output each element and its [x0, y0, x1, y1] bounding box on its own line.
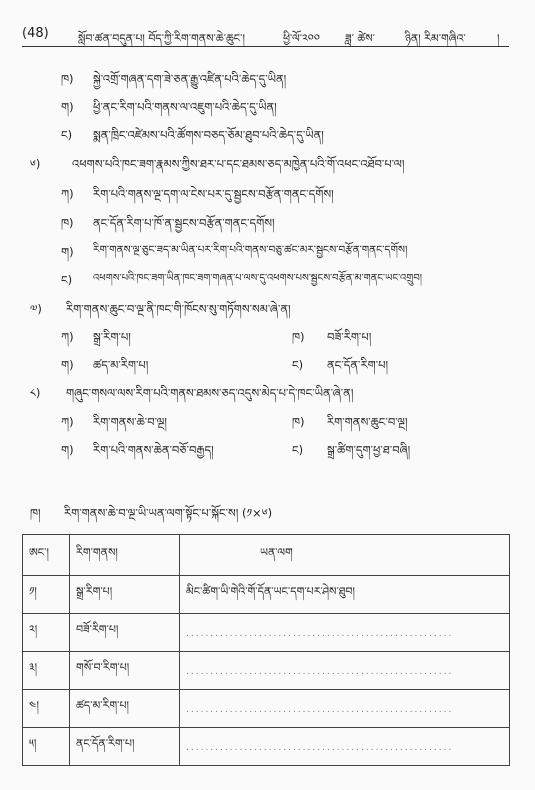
option-label: ང) — [61, 273, 73, 287]
option-label: ང) — [292, 443, 304, 457]
question-text: གཞུང་གསལ་ལས་རིག་པའི་གནས་ཐམས་ཅད་འདུས་མེད་པ་དེ་ཁང་ཡིན་ཞེ་ན། — [66, 386, 354, 400]
row-field: གསོ་བ་རིག་པ། — [70, 652, 180, 690]
option-text: ཕྱི་ནང་རིག་པའི་གནས་ལ་འཇུག་པའི་ཆེད་དུ་ཡིན། — [93, 100, 277, 114]
table-row — [23, 652, 510, 690]
option-label: ང) — [292, 358, 304, 372]
row-number: ༣། — [23, 652, 70, 690]
option-label: ཁ) — [292, 415, 305, 429]
option-text: ནང་དོན་རིག་པ་ཁོ་ན་སྦྱངས་བརྩོན་གནང་དགོས། — [93, 216, 275, 230]
section-title: རིག་གནས་ཆེ་བ་ལྔ་ཡི་ཡན་ལག་སྟོང་པ་སྐོང་ས། (༡×༦) — [64, 506, 273, 520]
row-answer: མིང་ཚིག་ཡི་གེའི་གོ་དོན་ཡང་དག་པར་ཤེས་ཐུབ། — [180, 576, 510, 614]
option-label: ག) — [61, 443, 74, 457]
answer-blank[interactable] — [180, 614, 510, 652]
row-number: ༥། — [23, 728, 70, 766]
page-number: (48) — [22, 26, 49, 41]
grade-label: ཕྱི་ལོ་༢༠༠ — [283, 32, 320, 45]
option-text: རིག་གནས་ཆེ་བ་ལྔ། — [93, 415, 167, 429]
option-text: རིག་གནས་ཆུང་བ་ལྔ། — [327, 415, 408, 429]
column-header-number: ཨང་། — [23, 535, 70, 576]
row-field: ཚད་མ་རིག་པ། — [70, 690, 180, 728]
blank-dots: ....................................................... — [186, 667, 454, 677]
table-row — [23, 576, 510, 614]
option-label: ཁ) — [61, 216, 74, 230]
option-label: ག) — [61, 100, 74, 114]
option-label: ཀ) — [61, 330, 74, 344]
book-title: སློབ་ཚན་བདུན་པ། བོད་ཀྱི་རིག་གནས་ཆེ་ཆུང་། — [78, 32, 245, 45]
option-label: ག) — [61, 245, 74, 259]
publisher-label: ཟླ་ ཚེས་ — [345, 32, 375, 45]
blank-dots: ....................................................... — [186, 743, 454, 753]
option-text: སྐྱེ་འགྲོ་གཞན་དག་ཟེ་ཅན་རྒྱུ་འཛིན་པའི་ཆེད་དུ་ཡིན། — [93, 72, 287, 86]
exam-label: ཉིན། རིམ་གཞིའ་ — [405, 32, 466, 45]
answer-blank[interactable] — [180, 690, 510, 728]
table-row — [23, 614, 510, 652]
row-field: བཟོ་རིག་པ། — [70, 614, 180, 652]
answer-table — [22, 534, 510, 766]
answer-blank[interactable] — [180, 652, 510, 690]
option-text: སྒྲ་ཚིག་དུག་ཕྱ་ཐ་བཞི། — [327, 443, 411, 457]
column-header-branch: ཡན་ལག — [180, 535, 510, 576]
option-label: ང) — [61, 128, 73, 142]
question-number: ༦) — [30, 157, 41, 171]
option-text: ནང་དོན་རིག་པ། — [327, 358, 389, 372]
option-label: ཀ) — [61, 187, 74, 201]
answer-blank[interactable] — [180, 728, 510, 766]
row-field: ནང་དོན་རིག་པ། — [70, 728, 180, 766]
question-text: རིག་གནས་ཆུང་བ་ལྔ་ནི་ཁང་གི་ཁོངས་སུ་གཏོགས་སམ་ཞེ་ན། — [66, 302, 291, 316]
table-header-row — [23, 535, 510, 576]
header-mark: ། — [497, 32, 500, 45]
option-label: ཁ) — [61, 72, 74, 86]
option-label: ཁ) — [292, 330, 305, 344]
option-label: ཀ) — [61, 415, 74, 429]
option-text: འཕགས་པའི་ཁང་ཟག་ཡིན་ཁང་ཟག་གཞན་པ་ལས་དུ་འཕགས་པས་སྦྱངས་བརྩོན་མ་གནང་ཡང་འགྲུབ། — [93, 273, 422, 284]
blank-dots: ....................................................... — [186, 629, 454, 639]
question-number: ༧) — [30, 302, 42, 316]
option-text: སྒྲ་རིག་པ། — [93, 330, 131, 344]
row-field: སྒྲ་རིག་པ། — [70, 576, 180, 614]
row-number: ༡། — [23, 576, 70, 614]
option-text: ཚད་མ་རིག་པ། — [93, 358, 149, 372]
option-label: ག) — [61, 358, 74, 372]
question-text: འཕགས་པའི་ཁང་ཟག་རྣམས་ཀྱིས་ཐར་པ་དང་ཐམས་ཅད་མཁྱེན་པའི་གོ་འཕང་འཐོབ་པ་ལ། — [72, 157, 405, 171]
blank-dots: ....................................................... — [186, 705, 454, 715]
option-text: བཟོ་རིག་པ། — [327, 330, 372, 344]
option-text: རིག་པའི་གནས་ཆེན་བཅོ་བརྒྱད། — [93, 443, 214, 457]
row-number: ༢། — [23, 614, 70, 652]
option-text: རིག་གནས་ལྔ་ཅུང་ཟད་མ་ཡིན་པར་རིག་པའི་གནས་བཅུ་ཚང་མར་སྦྱངས་བརྩོན་གནང་དགོས། — [93, 244, 408, 256]
table-row — [23, 690, 510, 728]
option-text: སྨན་ཁྲིང་འཛེམས་པའི་ཚོགས་བཅད་ཅོམ་ཐུབ་པའི་ཆེད་དུ་ཡིན། — [93, 128, 324, 142]
header-rule — [22, 46, 509, 47]
section-label: ཁ། — [30, 506, 41, 520]
row-number: ༤། — [23, 690, 70, 728]
option-text: རིག་པའི་གནས་ལྔ་དག་ལ་ངེས་པར་དུ་སྦྱངས་བརྩོན་གནང་དགོས། — [93, 187, 334, 201]
table-row — [23, 728, 510, 766]
column-header-field: རིག་གནས། — [70, 535, 180, 576]
question-number: ༨) — [30, 386, 41, 400]
